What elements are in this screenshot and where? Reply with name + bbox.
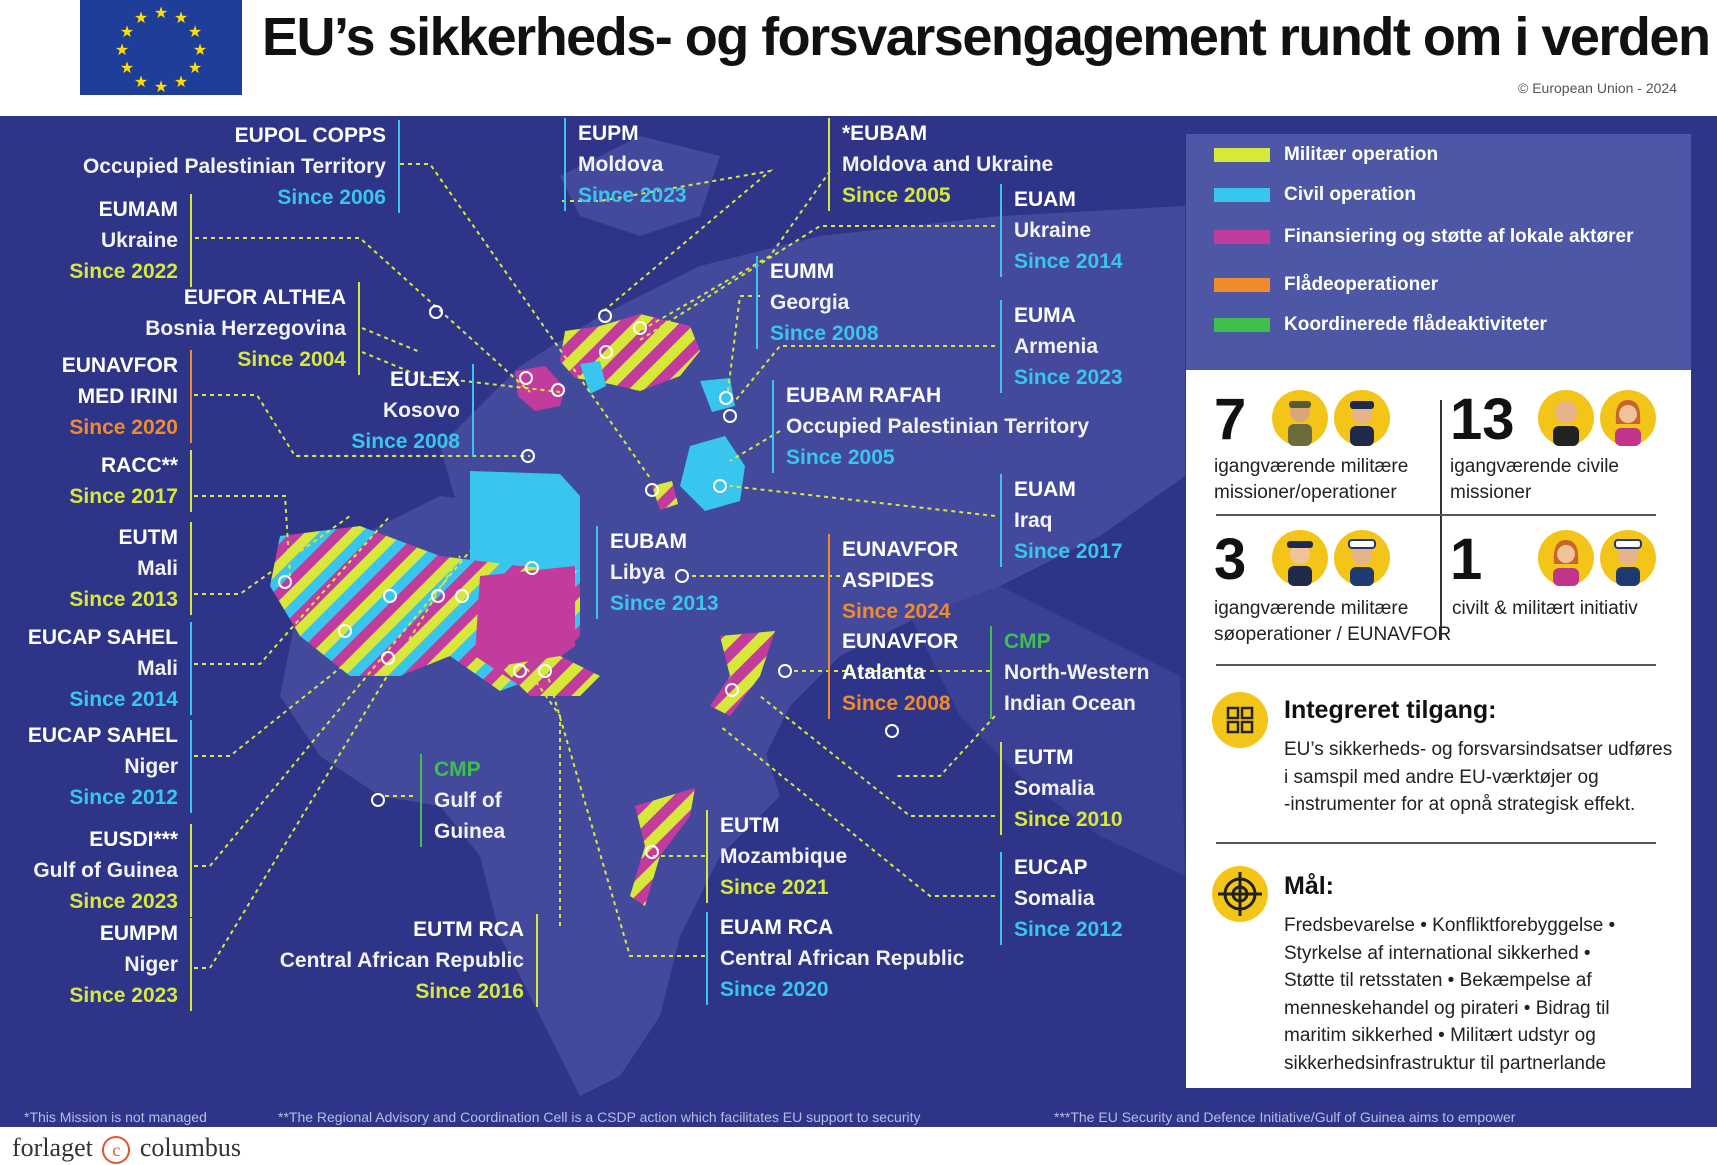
label-eubam-rafah: EUBAM RAFAH Occupied Palestinian Territory Since 2005 [772, 380, 1089, 473]
label-eumam: EUMAM Ukraine Since 2022 [40, 194, 192, 287]
svg-text:★: ★ [153, 79, 169, 95]
goals-heading: Mål: [1284, 872, 1334, 900]
civilian-woman-icon [1600, 390, 1656, 446]
svg-text:★: ★ [153, 5, 169, 22]
female-sailor-icon [1272, 530, 1328, 586]
label-euam-ukraine: EUAM Ukraine Since 2014 [1000, 184, 1123, 277]
copyright: © European Union - 2024 [1518, 80, 1677, 96]
legend [1186, 134, 1691, 370]
info-panel [1186, 370, 1691, 1088]
eu-flag-icon [80, 0, 242, 95]
naval-officer-icon [1334, 530, 1390, 586]
stat-naval-count: 3 [1214, 527, 1247, 592]
label-cmp-guinea: CMP Gulf of Guinea [420, 754, 505, 847]
soldier-icon [1272, 390, 1328, 446]
stat-initiative-count: 1 [1450, 527, 1483, 592]
svg-text:★: ★ [173, 74, 189, 91]
svg-text:★: ★ [119, 60, 135, 77]
footnote-3: ***The EU Security and Defence Initiative/Gulf of Guinea aims to empower [1054, 1109, 1516, 1125]
footnote-2: **The Regional Advisory and Coordination Cell is a CSDP action which facilitates EU support to security [278, 1109, 921, 1125]
label-eutm-mozambique: EUTM Mozambique Since 2021 [706, 810, 847, 903]
integrated-heading: Integreret tilgang: [1284, 696, 1497, 724]
civilian-man-icon [1538, 390, 1594, 446]
footnote-1: *This Mission is not managed [24, 1109, 207, 1125]
label-eupm: EUPM Moldova Since 2023 [564, 118, 687, 211]
police-officer-icon [1334, 390, 1390, 446]
label-eumm: EUMM Georgia Since 2008 [756, 256, 879, 349]
footnotes [0, 1109, 1717, 1127]
svg-text:★: ★ [192, 42, 208, 59]
stat-civil-count: 13 [1450, 387, 1515, 452]
svg-text:★: ★ [133, 74, 149, 91]
target-icon [1212, 866, 1268, 922]
section-divider-1 [1216, 664, 1656, 666]
label-euma: EUMA Armenia Since 2023 [1000, 300, 1123, 393]
legend-swatch-military [1214, 148, 1270, 162]
legend-swatch-coordinated [1214, 318, 1270, 332]
label-eunavfor-irini: EUNAVFOR MED IRINI Since 2020 [40, 350, 192, 443]
legend-swatch-financing [1214, 230, 1270, 244]
header [0, 0, 1717, 116]
legend-item-financing: Finansiering og støtte af lokale aktører [1214, 226, 1633, 248]
label-eubam-moldova-ukraine: *EUBAM Moldova and Ukraine Since 2005 [828, 118, 1053, 211]
label-eumpm: EUMPM Niger Since 2023 [40, 918, 192, 1011]
label-euam-rca: EUAM RCA Central African Republic Since 2020 [706, 912, 964, 1005]
legend-item-naval: Flådeoperationer [1214, 274, 1438, 296]
integrated-text: EU’s sikkerheds- og forsvarsindsatser udføres i samspil med andre EU-værktøjer og -instrumenter for at opnå strategisk effekt. [1284, 739, 1673, 815]
label-cmp-nwio: CMP North-Western Indian Ocean [990, 626, 1149, 719]
svg-text:★: ★ [187, 60, 203, 77]
label-racc: RACC** Since 2017 [40, 450, 192, 512]
svg-text:★: ★ [187, 24, 203, 41]
label-eucap-sahel-niger: EUCAP SAHEL Niger Since 2012 [10, 720, 192, 813]
publisher-logo-icon: c [102, 1136, 130, 1164]
section-divider-2 [1216, 842, 1656, 844]
stat-civil-text: igangværende civile missioner [1450, 456, 1619, 503]
legend-swatch-civil [1214, 188, 1270, 202]
stat-military-text: igangværende militære missioner/operationer [1214, 456, 1409, 503]
label-eucap-somalia: EUCAP Somalia Since 2012 [1000, 852, 1123, 945]
svg-text:★: ★ [133, 10, 149, 27]
svg-text:★: ★ [173, 10, 189, 27]
label-eufor-althea: EUFOR ALTHEA Bosnia Herzegovina Since 2004 [130, 282, 360, 375]
label-eutm-mali: EUTM Mali Since 2013 [40, 522, 192, 615]
legend-item-military: Militær operation [1214, 144, 1438, 166]
svg-text:★: ★ [119, 24, 135, 41]
stat-initiative-text: civilt & militært initiativ [1452, 598, 1638, 619]
publisher-brand: forlaget c columbus [12, 1133, 241, 1164]
naval-officer-icon [1600, 530, 1656, 586]
label-eubam-libya: EUBAM Libya Since 2013 [596, 526, 719, 619]
stat-military-count: 7 [1214, 387, 1247, 452]
label-eunavfor-aspides: EUNAVFOR ASPIDES Since 2024 [828, 534, 958, 627]
legend-item-coordinated: Koordinerede flådeaktiviteter [1214, 314, 1547, 336]
civilian-woman-icon [1538, 530, 1594, 586]
stat-divider-horizontal [1216, 514, 1656, 516]
label-eulex: EULEX Kosovo Since 2008 [320, 364, 474, 457]
stat-naval-text: igangværende militære søoperationer / EUNAVFOR [1214, 598, 1452, 645]
label-eutm-somalia: EUTM Somalia Since 2010 [1000, 742, 1123, 835]
svg-text:★: ★ [114, 42, 130, 59]
puzzle-icon [1212, 692, 1268, 748]
legend-swatch-naval [1214, 278, 1270, 292]
page-title: EU’s sikkerheds- og forsvarsengagement rundt om i verden [262, 7, 1710, 67]
legend-item-civil: Civil operation [1214, 184, 1416, 206]
label-euam-iraq: EUAM Iraq Since 2017 [1000, 474, 1123, 567]
label-eupol-copps: EUPOL COPPS Occupied Palestinian Territory Since 2006 [50, 120, 400, 213]
label-eutm-rca: EUTM RCA Central African Republic Since 2016 [260, 914, 538, 1007]
goals-text: Fredsbevarelse • Konfliktforebyggelse • Styrkelse af international sikkerhed • Støtte til retsstaten • Bekæmpelse af menneskehandel og pirateri • Bidrag til maritim sikkerhed • Militært udstyr og sikkerhedsinfrastruktur til partnerlande [1284, 915, 1616, 1074]
label-eucap-sahel-mali: EUCAP SAHEL Mali Since 2014 [10, 622, 192, 715]
label-eunavfor-atalanta: EUNAVFOR Atalanta Since 2008 [828, 626, 958, 719]
label-eusdi: EUSDI*** Gulf of Guinea Since 2023 [10, 824, 192, 917]
